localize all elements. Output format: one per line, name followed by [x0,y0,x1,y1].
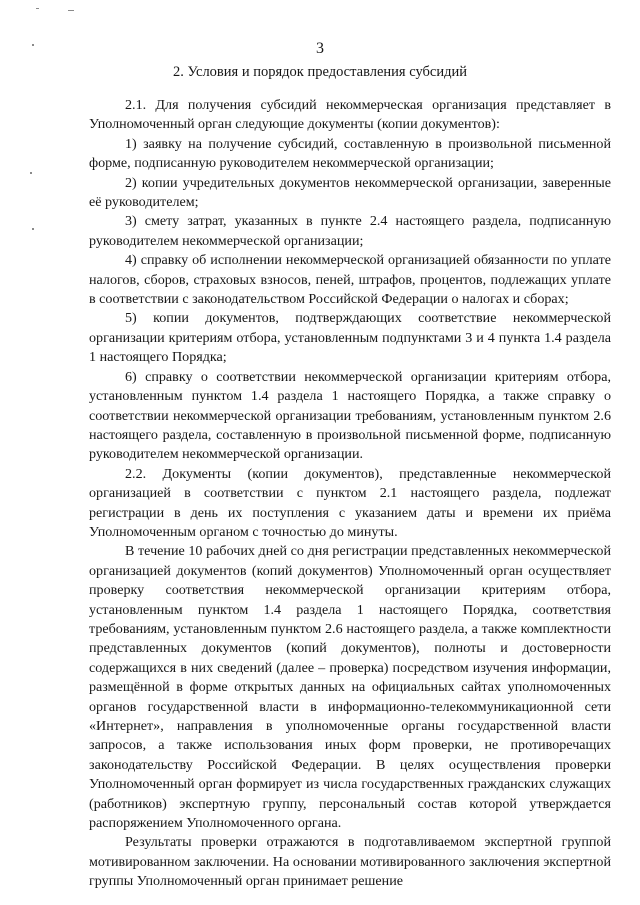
paragraph-2-1: 2.1. Для получения субсидий некоммерческая организация представляет в Уполномоченный орган следующие документы (копии документов): [89,97,611,133]
list-item-5: 5) копии документов, подтверждающих соответствие некоммерческой организации критериям отбора, установленным подпунктами 3 и 4 пункта 1.4 раздела 1 настоящего Порядка; [89,310,611,366]
scan-artifact [68,10,74,11]
list-item-3: 3) смету затрат, указанных в пункте 2.4 настоящего раздела, подписанную руководителем некоммерческой организации; [89,213,611,249]
paragraph-2-2: 2.2. Документы (копии документов), представленные некоммерческой организацией в соответствии с пунктом 2.1 настоящего раздела, подлежат регистрации в день их поступления с указанием даты и времени их приёма Уполномоченным органом с точностью до минуты. [89,465,611,540]
document-body [89,96,611,892]
scan-artifact [30,172,32,174]
list-item-6: 6) справку о соответствии некоммерческой организации критериям отбора, установленным пунктом 1.4 раздела 1 настоящего Порядка, а также справку о соответствии некоммерческой организации требованиям, установленным пунктом 2.6 настоящего раздела, составленную в произвольной письменной форме, подписанную руководителем некоммерческой организации. [89,368,611,463]
list-item-1: 1) заявку на получение субсидий, составленную в произвольной письменной форме, подписанную руководителем некоммерческой организации; [89,135,611,172]
paragraph-verification: В течение 10 рабочих дней со дня регистрации представленных некоммерческой организацией документов (копий документов) Уполномоченный орган осуществляет проверку соответствия некоммерческой организации критериям отбора, установленным пунктом 1.4 раздела 1 настоящего Порядка, соответствия требованиям, установленным пунктом 2.6 настоящего раздела, а также комплектности представленных документов (копий документов), полноты и достоверности содержащихся в них сведений (далее – проверка) посредством изучения информации, размещённой в форме открытых данных на официальных сайтах уполномоченных органов государственной власти в информационно-телекоммуникационной сети «Интернет», направления в уполномоченные органы государственной власти запросов, а также использования иных форм проверки, не противоречащих законодательству Российской Федерации. В целях осуществления проверки Уполномоченный орган формирует из числа государственных гражданских служащих (работников) экспертную группу, персональный состав которой утверждается распоряжением Уполномоченного органа. [89,543,611,832]
scan-artifact [32,228,34,230]
scan-artifact [36,8,39,9]
section-title: 2. Условия и порядок предоставления субсидий [172,64,467,80]
paragraph-results: Результаты проверки отражаются в подготавливаемом экспертной группой мотивированном заключении. На основании мотивированного заключения экспертной группы Уполномоченный орган принимает решение [89,834,611,890]
list-item-2: 2) копии учредительных документов некоммерческой организации, заверенные её руководителем; [89,174,611,211]
page-number: 3 [316,40,324,57]
list-item-4: 4) справку об исполнении некоммерческой организацией обязанности по уплате налогов, сборов, страховых взносов, пеней, штрафов, процентов, подлежащих уплате в соответствии с законодательством Российской Федерации о налогах и сборах; [89,252,611,308]
